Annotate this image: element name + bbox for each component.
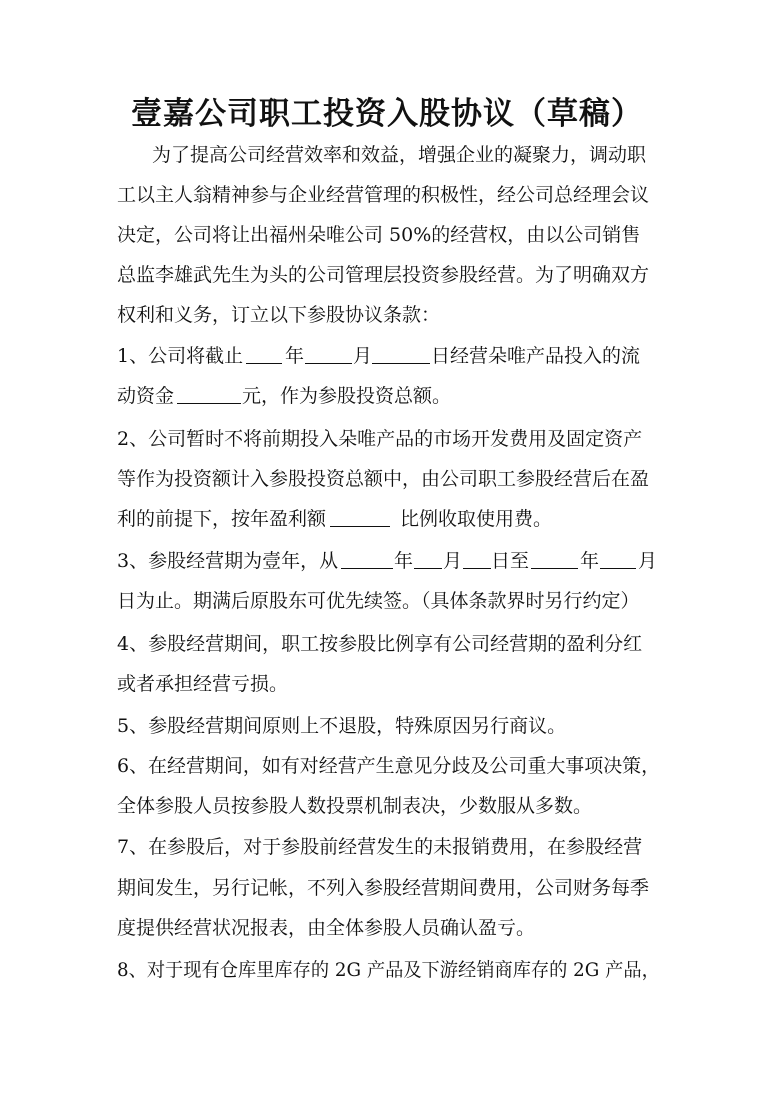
clause-7-line-3: 度提供经营状况报表，由全体参股人员确认盈亏。 [117,917,536,939]
clause-4-line-2: 或者承担经营亏损。 [117,673,289,695]
day-blank[interactable] [372,341,430,364]
clause-7-line-2: 期间发生，另行记帐，不列入参股经营期间费用，公司财务每季 [117,877,650,899]
profit-ratio-blank[interactable] [330,504,390,527]
clause-3-line-1: 3、参股经营期为壹年，从 年 月 日至 年 月 [0,541,774,581]
year-blank[interactable] [246,341,282,364]
intro-line-4: 总监李雄武先生为头的公司管理层投资参股经营。为了明确双方 [117,264,650,286]
clause-3-line-2: 日为止。期满后原股东可优先续签。（具体条款界时另行约定） [117,590,640,612]
clause-2-line-2: 等作为投资额计入参股投资总额中，由公司职工参股经营后在盈 [117,468,650,490]
clause-1-line-2: 动资金 元，作为参股投资总额。 [0,376,774,416]
end-month-blank[interactable] [600,546,636,569]
end-year-blank[interactable] [531,546,578,569]
start-month-blank[interactable] [414,546,442,569]
start-year-blank[interactable] [341,546,393,569]
intro-line-3: 决定，公司将让出福州朵唯公司 50%的经营权，由以公司销售 [117,224,641,246]
intro-line-5: 权利和义务，订立以下参股协议条款： [117,304,441,326]
clause-4-line-1: 4、参股经营期间，职工按参股比例享有公司经营期的盈利分红 [117,633,643,655]
clause-5-line-1: 5、参股经营期间原则上不退股，特殊原因另行商议。 [117,715,567,737]
capital-amount-blank[interactable] [177,381,241,404]
clause-2-line-3: 利的前提下，按年盈利额 比例收取使用费。 [0,499,774,539]
start-day-blank[interactable] [463,546,491,569]
month-blank[interactable] [305,341,352,364]
clause-1-line-1: 1、公司将截止 年 月 日经营朵唯产品投入的流 [0,336,774,376]
clause-6-line-1: 6、在经营期间，如有对经营产生意见分歧及公司重大事项决策， [117,755,661,777]
document-title: 壹嘉公司职工投资入股协议（草稿） [131,96,643,132]
clause-6-line-2: 全体参股人员按参股人数投票机制表决，少数服从多数。 [117,795,593,817]
clause-2-line-1: 2、公司暂时不将前期投入朵唯产品的市场开发费用及固定资产 [117,428,643,450]
intro-line-1: 为了提高公司经营效率和效益，增强企业的凝聚力，调动职 [152,144,647,166]
clause-7-line-1: 7、在参股后，对于参股前经营发生的未报销费用，在参股经营 [117,836,643,858]
clause-8-line-1: 8、对于现有仓库里库存的 2G 产品及下游经销商库存的 2G 产品， [117,959,660,981]
intro-line-2: 工以主人翁精神参与企业经营管理的积极性，经公司总经理会议 [117,184,650,206]
